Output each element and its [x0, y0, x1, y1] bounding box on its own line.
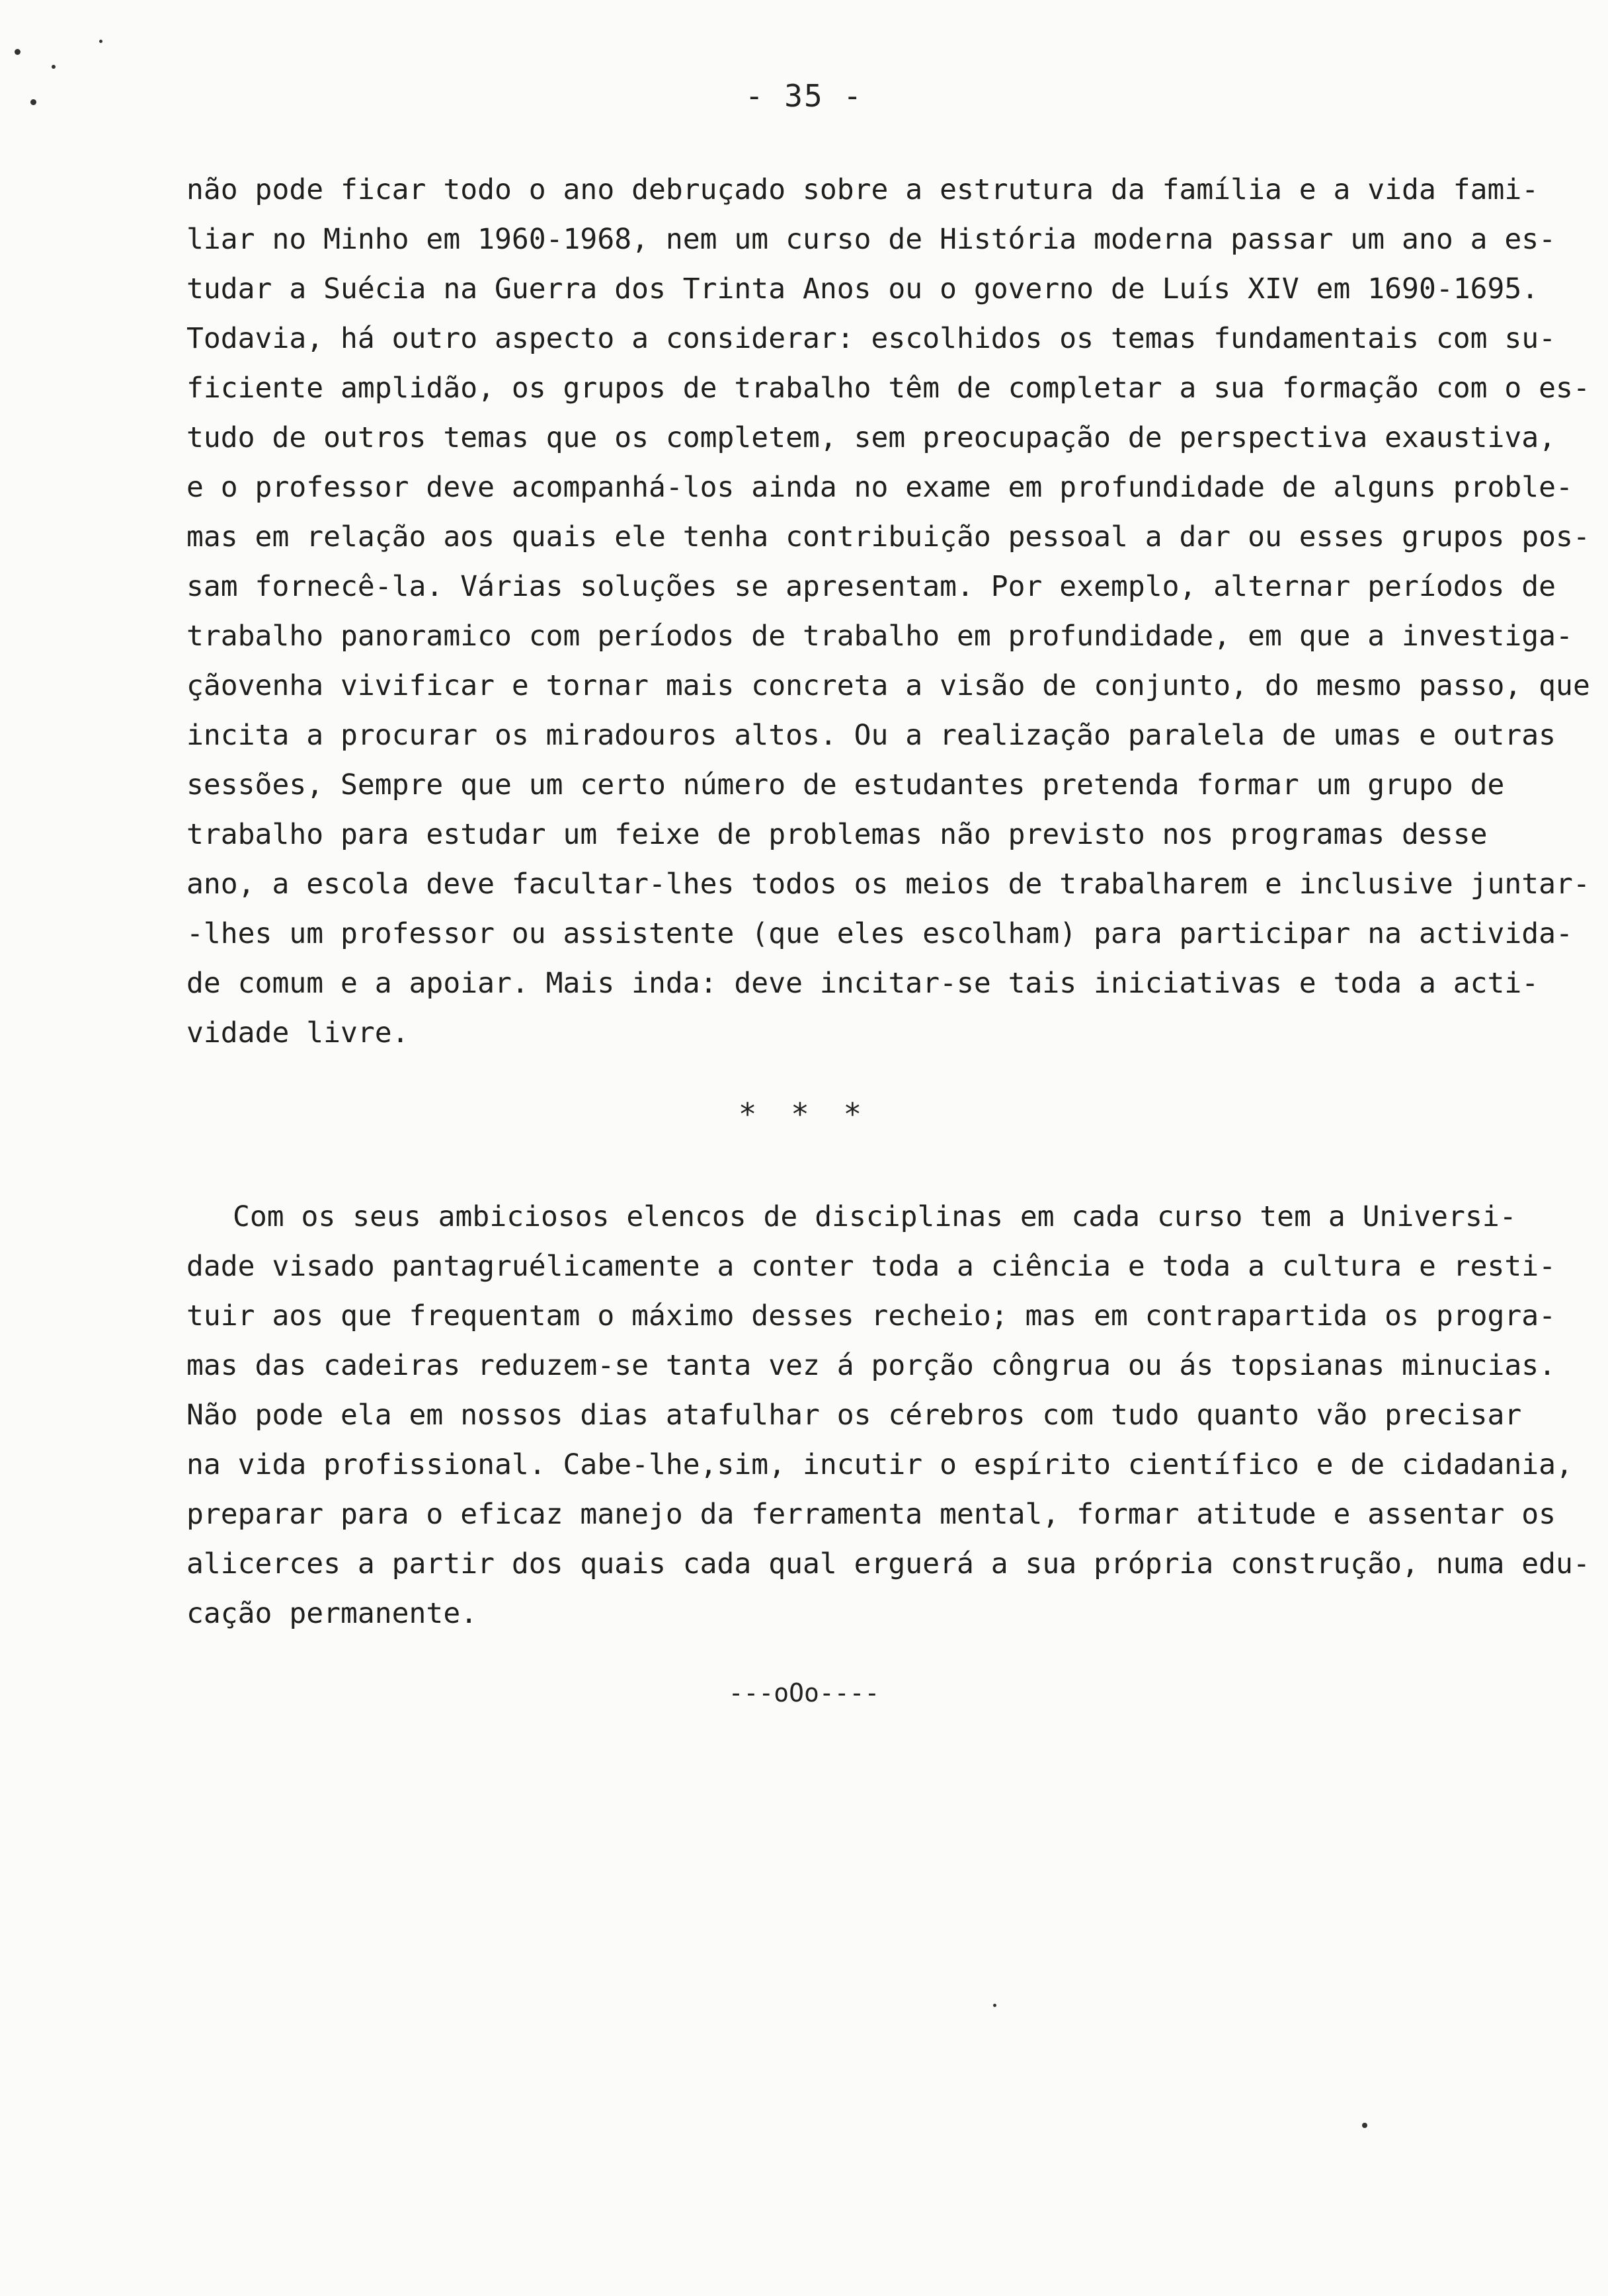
text-line: Com os seus ambiciosos elencos de disciplinas em cada curso tem a Universi- [233, 1200, 1517, 1233]
text-line: preparar para o eficaz manejo da ferramenta mental, formar atitude e assentar os [186, 1498, 1556, 1531]
text-line: Todavia, há outro aspecto a considerar: escolhidos os temas fundamentais com su- [186, 322, 1556, 355]
text-line: tudo de outros temas que os completem, sem preocupação de perspectiva exaustiva, [186, 421, 1556, 454]
text-line: vidade livre. [186, 1016, 409, 1049]
text-line: cação permanente. [186, 1597, 478, 1630]
text-line: e o professor deve acompanhá-los ainda no exame em profundidade de alguns proble- [186, 471, 1573, 504]
scan-speck [99, 40, 102, 43]
closing-mark: ---oOo---- [728, 1678, 880, 1707]
text-line: não pode ficar todo o ano debruçado sobre a estrutura da família e a vida fami- [186, 173, 1539, 206]
text-line: mas em relação aos quais ele tenha contribuição pessoal a dar ou esses grupos pos- [186, 520, 1590, 554]
scan-speck [15, 49, 20, 55]
scan-speck [993, 2004, 996, 2007]
text-line: Não pode ela em nossos dias atafulhar os cérebros com tudo quanto vão precisar [186, 1399, 1522, 1432]
section-separator: * * * [738, 1096, 870, 1132]
text-line: alicerces a partir dos quais cada qual erguerá a sua própria construção, numa edu- [186, 1547, 1590, 1580]
text-line: incita a procurar os miradouros altos. Ou a realização paralela de umas e outras [186, 719, 1556, 752]
text-line: liar no Minho em 1960-1968, nem um curso de História moderna passar um ano a es- [186, 223, 1556, 256]
text-line: trabalho panoramico com períodos de trabalho em profundidade, em que a investiga- [186, 620, 1573, 653]
text-line: trabalho para estudar um feixe de problemas não previsto nos programas desse [186, 818, 1488, 851]
text-line: çãovenha vivificar e tornar mais concreta a visão de conjunto, do mesmo passo, que [186, 669, 1590, 702]
page-number: - 35 - [744, 78, 864, 114]
text-line: sessões, Sempre que um certo número de estudantes pretenda formar um grupo de [186, 768, 1505, 801]
text-line: dade visado pantagruélicamente a conter toda a ciência e toda a cultura e resti- [186, 1250, 1556, 1283]
scan-speck [52, 65, 56, 69]
text-line: sam fornecê-la. Várias soluções se apresentam. Por exemplo, alternar períodos de [186, 570, 1556, 603]
text-line: mas das cadeiras reduzem-se tanta vez á porção côngrua ou ás topsianas minucias. [186, 1349, 1556, 1382]
scan-speck [1362, 2123, 1367, 2128]
text-line: -lhes um professor ou assistente (que eles escolham) para participar na activida- [186, 917, 1573, 950]
text-line: na vida profissional. Cabe-lhe,sim, incutir o espírito científico e de cidadania, [186, 1448, 1573, 1481]
text-line: ficiente amplidão, os grupos de trabalho têm de completar a sua formação com o es- [186, 372, 1590, 405]
text-line: de comum e a apoiar. Mais inda: deve incitar-se tais iniciativas e toda a acti- [186, 967, 1539, 1000]
text-line: ano, a escola deve facultar-lhes todos os meios de trabalharem e inclusive juntar- [186, 868, 1590, 901]
text-line: tudar a Suécia na Guerra dos Trinta Anos ou o governo de Luís XIV em 1690-1695. [186, 272, 1539, 306]
text-line: tuir aos que frequentam o máximo desses recheio; mas em contrapartida os progra- [186, 1299, 1556, 1332]
